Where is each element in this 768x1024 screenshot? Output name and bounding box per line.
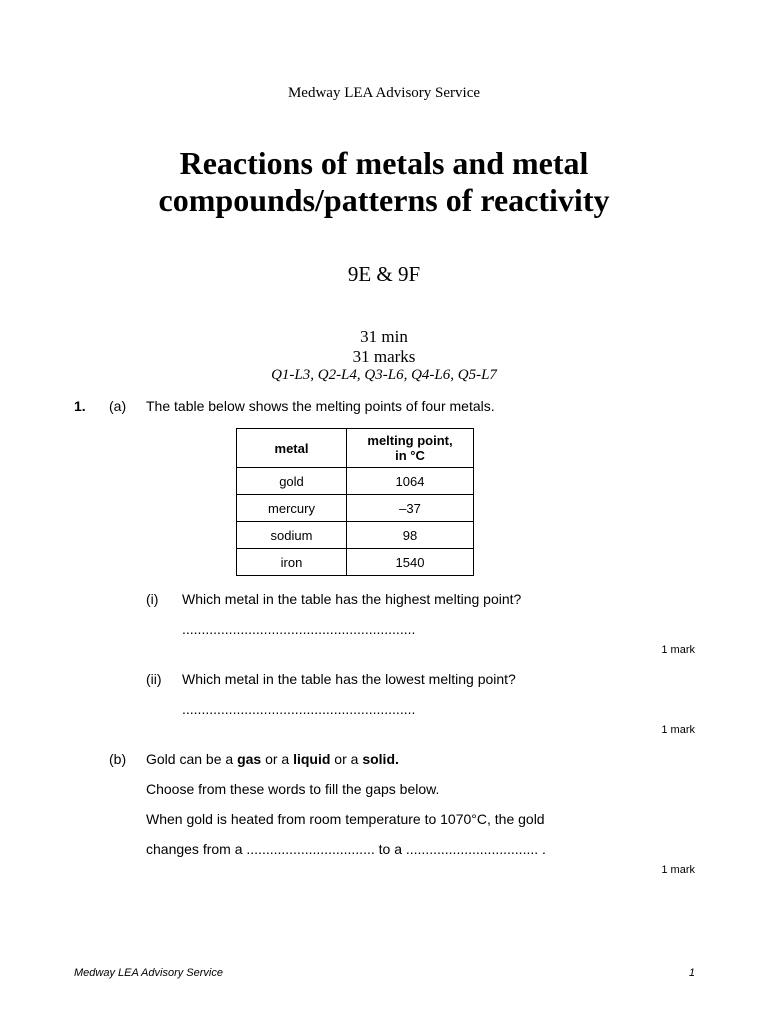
header-organisation: Medway LEA Advisory Service [287, 85, 481, 101]
part-b-line-3: When gold is heated from room temperature to 1070°C, the gold [146, 811, 545, 827]
word-gas: gas [237, 751, 262, 767]
word-solid: solid. [362, 751, 399, 767]
part-b-line-1 [146, 750, 399, 768]
part-a-intro: The table below shows the melting points of four metals. [146, 398, 495, 414]
part-b-line-4-fill-gaps[interactable]: changes from a ................................. to a .................................. . [146, 841, 546, 857]
footer-organisation: Medway LEA Advisory Service [74, 967, 223, 979]
question-levels: Q1-L3, Q2-L4, Q3-L6, Q4-L6, Q5-L7 [271, 367, 497, 383]
page-number: 1 [688, 967, 695, 979]
metal-cell: mercury [237, 495, 347, 522]
table-row [237, 549, 474, 576]
part-b-label: (b) [109, 751, 127, 767]
table-row [237, 522, 474, 549]
metal-cell: sodium [237, 522, 347, 549]
answer-line-i[interactable]: ............................................................ [182, 621, 416, 637]
sub-question-i-label: (i) [146, 591, 159, 607]
sub-question-ii-text: Which metal in the table has the lowest melting point? [182, 671, 516, 687]
part-a-label: (a) [109, 398, 127, 414]
part-b-or-1: or a [261, 751, 294, 767]
metal-cell: gold [237, 468, 347, 495]
melting-point-cell: 1064 [347, 468, 474, 495]
column-header-melting-point [347, 429, 474, 468]
sub-question-i-text: Which metal in the table has the highest melting point? [182, 591, 522, 607]
total-marks: 31 marks [352, 347, 416, 366]
page-title [0, 145, 768, 219]
metal-cell: iron [237, 549, 347, 576]
melting-point-header-line-1: melting point, [367, 433, 453, 448]
answer-line-ii[interactable]: ............................................................ [182, 701, 416, 717]
melting-point-cell: 98 [347, 522, 474, 549]
column-header-metal: metal [237, 429, 347, 468]
word-liquid: liquid [293, 751, 331, 767]
melting-points-table [236, 428, 474, 576]
mark-i: 1 mark [661, 644, 695, 656]
part-b-or-2: or a [330, 751, 363, 767]
melting-point-cell: 1540 [347, 549, 474, 576]
units-label: 9E & 9F [347, 262, 421, 286]
part-b-line-1-start: Gold can be a [146, 751, 238, 767]
title-line-2: compounds/patterns of reactivity [158, 182, 610, 218]
table-row [237, 495, 474, 522]
mark-ii: 1 mark [661, 724, 695, 736]
melting-point-header-line-2: in °C [395, 448, 425, 463]
table-row [237, 468, 474, 495]
part-b-line-2: Choose from these words to fill the gaps below. [146, 781, 440, 797]
question-number: 1. [74, 398, 86, 414]
title-line-1: Reactions of metals and metal [179, 145, 589, 181]
melting-point-cell: –37 [347, 495, 474, 522]
sub-question-ii-label: (ii) [146, 671, 162, 687]
table-header-row [237, 429, 474, 468]
mark-b: 1 mark [661, 864, 695, 876]
time-allowed: 31 min [360, 327, 408, 346]
